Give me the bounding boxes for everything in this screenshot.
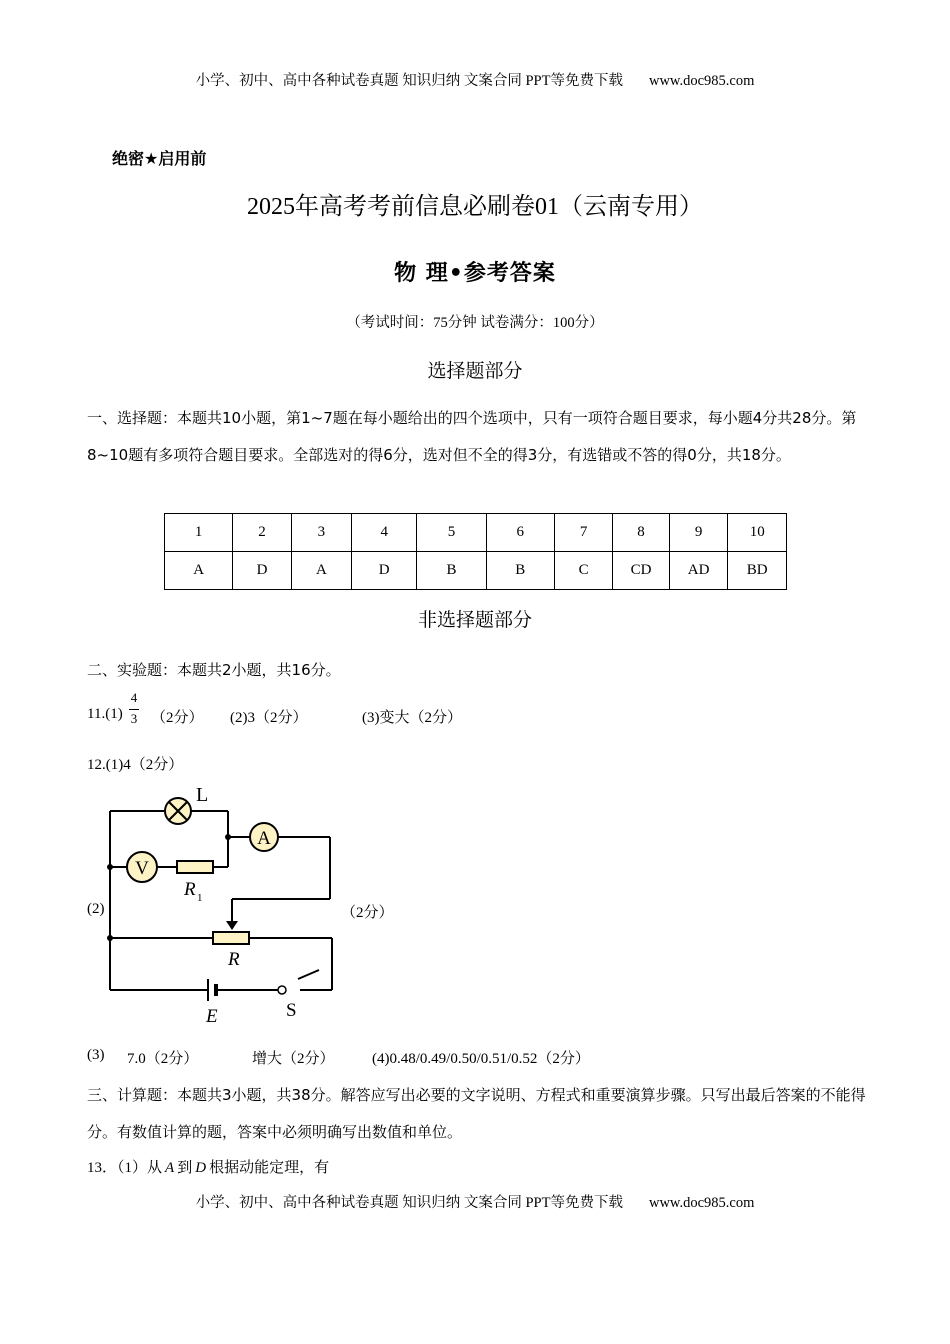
q13-point-a: A bbox=[165, 1160, 175, 1176]
secret-label: 绝密★启用前 bbox=[112, 149, 207, 168]
table-cell: 10 bbox=[728, 514, 787, 552]
table-cell: 7 bbox=[554, 514, 612, 552]
header-url[interactable]: www.doc985.com bbox=[648, 73, 755, 89]
header-text: 小学、初中、高中各种试卷真题 知识归纳 文案合同 PPT等免费下载 bbox=[195, 73, 623, 89]
footer-url[interactable]: www.doc985.com bbox=[648, 1195, 755, 1211]
q12-p3-value: 7.0（2分） bbox=[127, 1051, 199, 1067]
page-header bbox=[0, 69, 950, 90]
table-cell: 1 bbox=[165, 514, 233, 552]
exam-info: （考试时间：75分钟 试卷满分：100分） bbox=[346, 315, 604, 331]
nonchoice-section-heading: 非选择题部分 bbox=[417, 609, 532, 631]
switch-icon bbox=[278, 986, 286, 994]
choice-section-heading: 选择题部分 bbox=[427, 360, 523, 382]
answer-table-numbers-row bbox=[165, 514, 787, 552]
q13-number: 13． bbox=[87, 1160, 118, 1176]
table-cell: A bbox=[291, 552, 351, 590]
q11-p3: (3)变大（2分） bbox=[362, 710, 462, 726]
q12-p4: (4)0.48/0.49/0.50/0.51/0.52（2分） bbox=[372, 1051, 590, 1067]
table-cell: D bbox=[352, 552, 417, 590]
table-cell: BD bbox=[728, 552, 787, 590]
table-cell: 6 bbox=[486, 514, 554, 552]
choice-instructions: 一、选择题：本题共10小题，第1~7题在每小题给出的四个选项中，只有一项符合题目要求，每小题4分共28分。第8~10题有多项符合题目要求。全部选对的得6分，选对但不全的得3分，有选错或不答的得0分，共18分。 bbox=[87, 409, 857, 464]
q11-p1-score: （2分） bbox=[151, 710, 204, 726]
table-cell: C bbox=[554, 552, 612, 590]
q12-p2-score: （2分） bbox=[341, 905, 394, 921]
page-footer bbox=[0, 1191, 950, 1212]
junction-dot bbox=[107, 935, 113, 941]
q12-p1: 12.(1)4（2分） bbox=[87, 757, 184, 773]
rheostat-label: R bbox=[228, 949, 240, 970]
q13-part1-suffix: 根据动能定理，有 bbox=[209, 1160, 330, 1176]
q11-p2: (2)3（2分） bbox=[230, 710, 308, 726]
table-cell: D bbox=[233, 552, 291, 590]
table-cell: A bbox=[165, 552, 233, 590]
subject-title: 物 理•参考答案 bbox=[394, 261, 556, 286]
ammeter-label: A bbox=[257, 828, 271, 849]
table-cell: 3 bbox=[291, 514, 351, 552]
switch-label: S bbox=[286, 1000, 297, 1021]
table-cell: 2 bbox=[233, 514, 291, 552]
answer-table-answers-row bbox=[165, 552, 787, 590]
table-cell: 8 bbox=[613, 514, 670, 552]
lamp-label: L bbox=[196, 784, 209, 806]
junction-dot bbox=[107, 864, 113, 870]
exam-title: 2025年高考考前信息必刷卷01（云南专用） bbox=[247, 194, 703, 220]
calc-heading-text: 三、计算题：本题共3小题，共38分。解答应写出必要的文字说明、方程式和重要演算步骤。只写出最后答案的不能得分。有数值计算的题，答案中必须明确写出数值和单位。 bbox=[87, 1086, 866, 1141]
footer-text: 小学、初中、高中各种试卷真题 知识归纳 文案合同 PPT等免费下载 bbox=[195, 1195, 623, 1211]
table-cell: B bbox=[486, 552, 554, 590]
answer-table bbox=[164, 513, 787, 590]
table-cell: 9 bbox=[669, 514, 728, 552]
table-cell: B bbox=[417, 552, 486, 590]
slider-arrow bbox=[226, 921, 238, 930]
battery-icon bbox=[208, 979, 216, 1001]
table-cell: AD bbox=[669, 552, 728, 590]
experiment-heading: 二、实验题：本题共2小题，共16分。 bbox=[87, 661, 341, 679]
q12-p3-trend: 增大（2分） bbox=[252, 1051, 335, 1067]
circuit-diagram bbox=[100, 775, 345, 1025]
table-cell: 5 bbox=[417, 514, 486, 552]
switch-blade bbox=[298, 970, 319, 979]
resistor-r1-label: R bbox=[184, 879, 196, 900]
rheostat-icon bbox=[213, 932, 249, 944]
junction-dot bbox=[225, 834, 231, 840]
table-cell: 4 bbox=[352, 514, 417, 552]
resistor-r1-subscript: 1 bbox=[197, 892, 203, 904]
q12-p2-label: (2) bbox=[87, 901, 105, 917]
resistor-r1-icon bbox=[177, 861, 213, 873]
calc-heading bbox=[87, 1077, 872, 1151]
q11-fraction-bar bbox=[129, 709, 139, 710]
q11-prefix: 11.(1) bbox=[87, 706, 123, 722]
voltmeter-label: V bbox=[135, 858, 149, 879]
q11-fraction-numerator: 4 bbox=[130, 690, 138, 705]
q11-fraction-denominator: 3 bbox=[130, 711, 138, 726]
q13-part1-prefix: （1）从 bbox=[117, 1160, 163, 1176]
q13-word-to: 到 bbox=[177, 1160, 193, 1176]
q12-p3-label: (3) bbox=[87, 1047, 105, 1063]
battery-label: E bbox=[206, 1006, 218, 1025]
q13-point-d: D bbox=[195, 1160, 207, 1176]
lamp-icon bbox=[165, 798, 191, 824]
q13-line bbox=[87, 1156, 329, 1177]
table-cell: CD bbox=[613, 552, 670, 590]
